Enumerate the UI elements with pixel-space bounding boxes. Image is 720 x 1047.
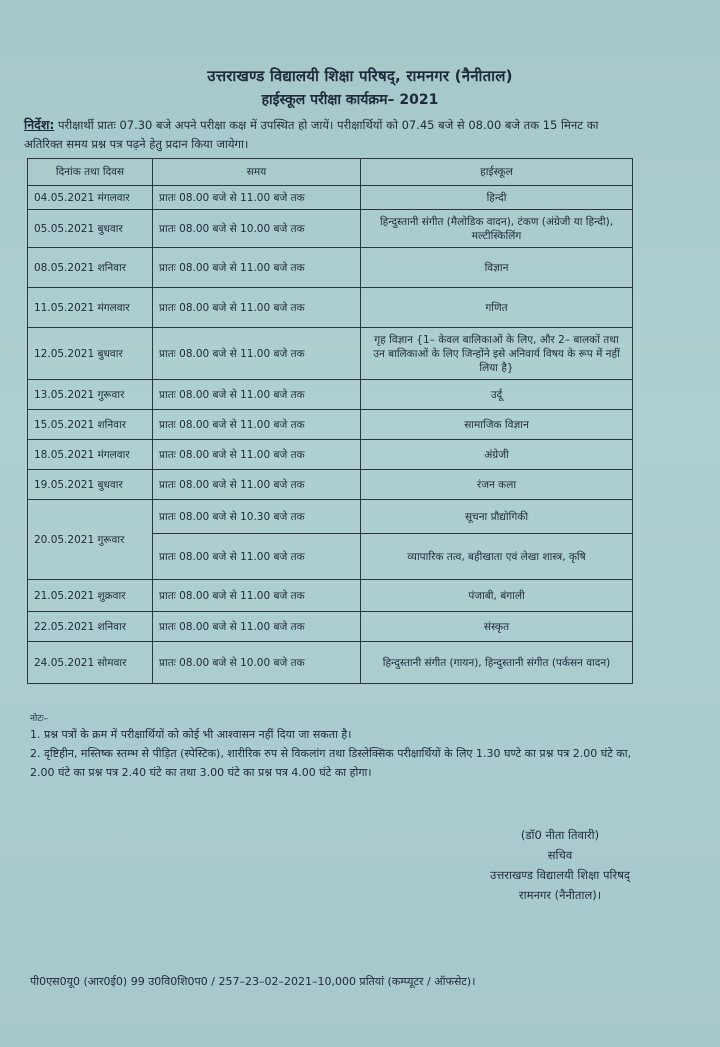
subject-cell: व्यापारिक तत्व, बहीखाता एवं लेखा शास्त्र, कृषि: [361, 534, 633, 580]
subject-cell: अंग्रेजी: [361, 440, 633, 470]
subject-cell: हिन्दुस्तानी संगीत (गायन), हिन्दुस्तानी संगीत (पर्कसन वादन): [361, 642, 633, 684]
date-cell: 24.05.2021 सोमवार: [28, 642, 153, 684]
time-cell: प्रातः 08.00 बजे से 11.00 बजे तक: [153, 580, 361, 612]
table-row: [28, 410, 633, 440]
signatory-organization: उत्तराखण्ड विद्यालयी शिक्षा परिषद्: [490, 868, 630, 882]
date-cell: 04.05.2021 मंगलवार: [28, 186, 153, 210]
date-cell: 18.05.2021 मंगलवार: [28, 440, 153, 470]
date-cell: 20.05.2021 गुरूवार: [28, 500, 153, 580]
subject-cell: सूचना प्रौद्योगिकी: [361, 500, 633, 534]
time-cell: प्रातः 08.00 बजे से 11.00 बजे तक: [153, 288, 361, 328]
date-cell: 22.05.2021 शनिवार: [28, 612, 153, 642]
instruction-block: [24, 115, 634, 154]
date-cell: 19.05.2021 बुधवार: [28, 470, 153, 500]
table-header-row: [28, 159, 633, 186]
document-title: हाईस्कूल परीक्षा कार्यक्रम– 2021: [261, 92, 439, 108]
time-cell: प्रातः 08.00 बजे से 11.00 बजे तक: [153, 612, 361, 642]
time-cell: प्रातः 08.00 बजे से 11.00 बजे तक: [153, 380, 361, 410]
date-cell: 05.05.2021 बुधवार: [28, 210, 153, 248]
notes-section: [30, 713, 652, 782]
note-item-2: 2. दृष्टिहीन, मस्तिष्क स्तम्भ से पीड़ित (स्पेस्टिक), शारीरिक रुप से विकलांग तथा डिस्लेक्सिक परीक्षार्थियों के लिए 1.30 घण्टे का प्रश्न पत्र 2.00 घंटे का, 2.00 घंटे का प्रश्न पत्र 2.40 घंटे का तथा 3.00 घंटे का प्रश्न पत्र 4.00 घंटे का होगा।: [30, 747, 632, 779]
subject-cell: उर्दू: [361, 380, 633, 410]
table-row: [28, 210, 633, 248]
subject-cell: विज्ञान: [361, 248, 633, 288]
exam-schedule-table: [27, 158, 633, 684]
signatory-place: रामनगर (नैनीताल)।: [518, 888, 602, 902]
signatory-name: (डॉ0 नीता तिवारी): [520, 828, 600, 842]
table-row: [28, 440, 633, 470]
organization-heading: उत्तराखण्ड विद्यालयी शिक्षा परिषद्, रामनगर (नैनीताल): [207, 67, 513, 85]
time-cell: प्रातः 08.00 बजे से 11.00 बजे तक: [153, 186, 361, 210]
time-cell: प्रातः 08.00 बजे से 11.00 बजे तक: [153, 440, 361, 470]
print-footer: पी0एस0यू0 (आर0ई0) 99 उ0वि0शि0प0 / 257–23–02–2021–10,000 प्रतियां (कम्प्यूटर / ऑफसेट)।: [30, 975, 476, 988]
date-cell: 08.05.2021 शनिवार: [28, 248, 153, 288]
time-cell: प्रातः 08.00 बजे से 11.00 बजे तक: [153, 470, 361, 500]
table-row: [28, 642, 633, 684]
instruction-text: परीक्षार्थी प्रातः 07.30 बजे अपने परीक्षा कक्ष में उपस्थित हो जायें। परीक्षार्थियों को 07.45 बजे से 08.00 बजे तक 15 मिनट का अतिरिक्त समय प्रश्न पत्र पढ़ने हेतु प्रदान किया जायेगा।: [24, 118, 599, 151]
column-header-date: दिनांक तथा दिवस: [28, 159, 153, 186]
time-cell: प्रातः 08.00 बजे से 10.30 बजे तक: [153, 500, 361, 534]
table-row: [28, 380, 633, 410]
time-cell: प्रातः 08.00 बजे से 11.00 बजे तक: [153, 328, 361, 380]
table-row: [28, 612, 633, 642]
date-cell: 11.05.2021 मंगलवार: [28, 288, 153, 328]
column-header-subject: हाईस्कूल: [361, 159, 633, 186]
subject-cell: सामाजिक विज्ञान: [361, 410, 633, 440]
subject-cell: गणित: [361, 288, 633, 328]
table-row: [28, 500, 633, 534]
column-header-time: समय: [153, 159, 361, 186]
instruction-label: निर्देश:: [24, 117, 55, 132]
subject-cell: पंजाबी, बंगाली: [361, 580, 633, 612]
table-row: [28, 328, 633, 380]
table-row: [28, 248, 633, 288]
table-row: [28, 470, 633, 500]
subject-cell: गृह विज्ञान {1– केवल बालिकाओं के लिए, और 2– बालकों तथा उन बालिकाओं के लिए जिन्होंने इसे अनिवार्य विषय के रूप में नहीं लिया है}: [361, 328, 633, 380]
signature-block: [455, 825, 665, 905]
time-cell: प्रातः 08.00 बजे से 11.00 बजे तक: [153, 248, 361, 288]
time-cell: प्रातः 08.00 बजे से 11.00 बजे तक: [153, 534, 361, 580]
subject-cell: हिन्दुस्तानी संगीत (मैलोडिक वादन), टंकण (अंग्रेजी या हिन्दी), मल्टीस्किलिंग: [361, 210, 633, 248]
date-cell: 12.05.2021 बुधवार: [28, 328, 153, 380]
subject-cell: संस्कृत: [361, 612, 633, 642]
date-cell: 13.05.2021 गुरूवार: [28, 380, 153, 410]
subject-cell: रंजन कला: [361, 470, 633, 500]
table-row: [28, 580, 633, 612]
notes-heading: नोटः–: [30, 714, 49, 724]
subject-cell: हिन्दी: [361, 186, 633, 210]
time-cell: प्रातः 08.00 बजे से 10.00 बजे तक: [153, 210, 361, 248]
date-cell: 15.05.2021 शनिवार: [28, 410, 153, 440]
time-cell: प्रातः 08.00 बजे से 10.00 बजे तक: [153, 642, 361, 684]
time-cell: प्रातः 08.00 बजे से 11.00 बजे तक: [153, 410, 361, 440]
note-item-1: 1. प्रश्न पत्रों के क्रम में परीक्षार्थियों को कोई भी आश्वासन नहीं दिया जा सकता है।: [30, 728, 352, 741]
table-row: [28, 288, 633, 328]
date-cell: 21.05.2021 शुक्रवार: [28, 580, 153, 612]
signatory-designation: सचिव: [547, 848, 573, 862]
table-row: [28, 186, 633, 210]
